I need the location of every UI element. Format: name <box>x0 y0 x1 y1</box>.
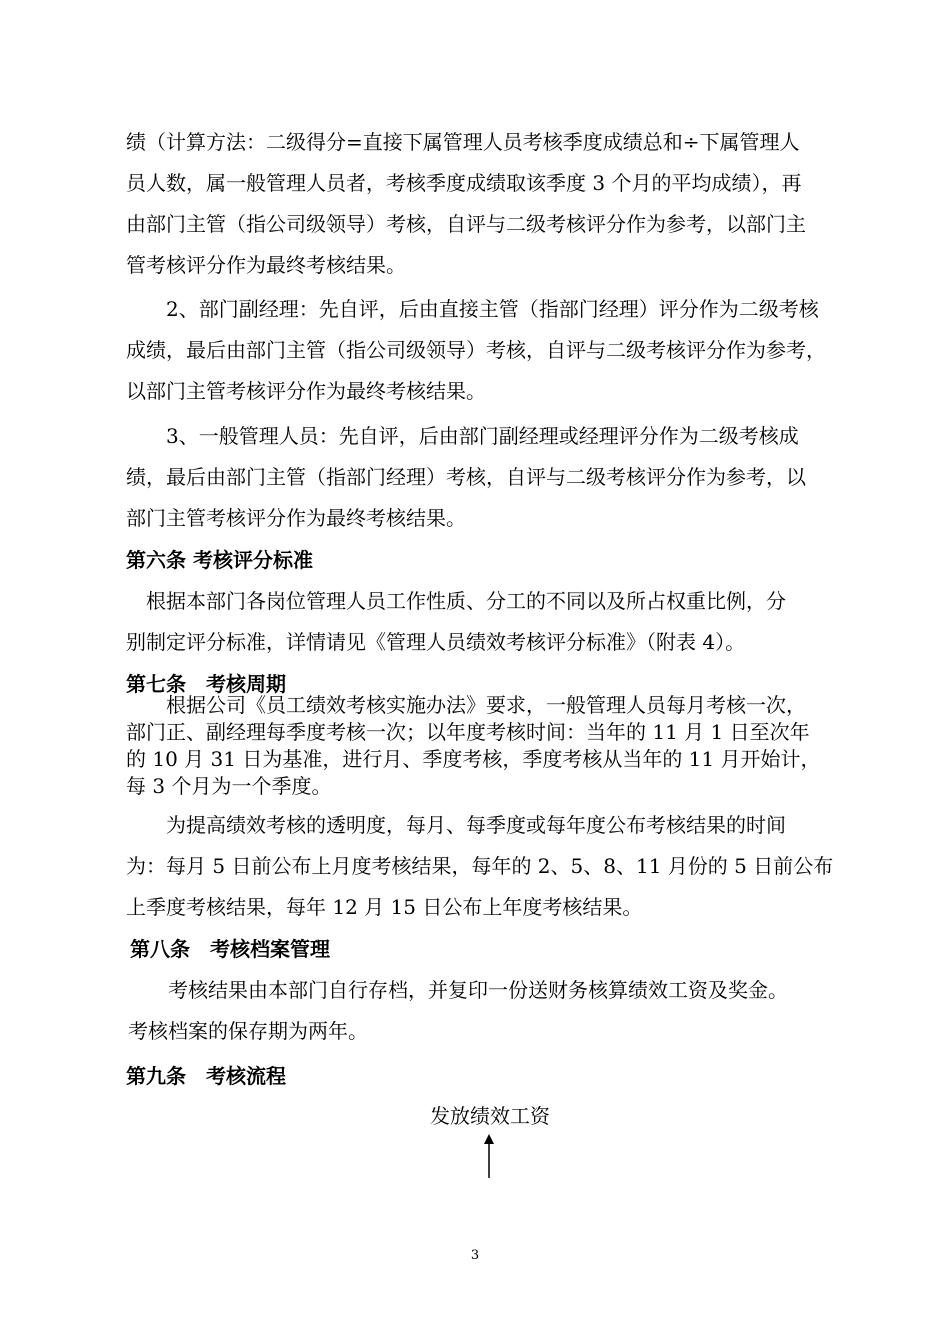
article-8-heading: 第八条 考核档案管理 <box>130 937 330 961</box>
text-line: 为提高绩效考核的透明度，每月、每季度或每年度公布考核结果的时间 <box>126 813 786 837</box>
text-line: 3、一般管理人员：先自评，后由部门副经理或经理评分作为二级考核成 <box>126 424 799 448</box>
text-line: 成绩，最后由部门主管（指公司级领导）考核，自评与二级考核评分作为参考， <box>126 338 826 362</box>
paragraph-general-staff <box>126 416 856 539</box>
flow-arrow-up-icon <box>483 1134 495 1178</box>
text-line: 部门主管考核评分作为最终考核结果。 <box>126 506 466 530</box>
text-line: 绩，最后由部门主管（指部门经理）考核，自评与二级考核评分作为参考，以 <box>126 465 806 489</box>
text-line: 每 3 个月为一个季度。 <box>126 774 332 798</box>
text-line: 考核结果由本部门自行存档，并复印一份送财务核算绩效工资及奖金。 <box>128 978 788 1002</box>
text-line: 考核档案的保存期为两年。 <box>128 1019 368 1043</box>
text-line: 根据本部门各岗位管理人员工作性质、分工的不同以及所占权重比例，分 <box>126 589 786 613</box>
text-line: 员人数，属一般管理人员者，考核季度成绩取该季度 3 个月的平均成绩），再 <box>126 171 802 195</box>
text-line: 为：每月 5 日前公布上月度考核结果，每年的 2、5、8、11 月份的 5 日前公布 <box>126 854 834 878</box>
text-line: 上季度考核结果，每年 12 月 15 日公布上年度考核结果。 <box>126 895 643 919</box>
text-line: 管考核评分作为最终考核结果。 <box>126 253 406 277</box>
paragraph-deputy-manager <box>126 289 856 412</box>
article-9-heading: 第九条 考核流程 <box>126 1064 286 1088</box>
text-line: 以部门主管考核评分作为最终考核结果。 <box>126 379 486 403</box>
flow-step-pay-performance-salary: 发放绩效工资 <box>430 1104 550 1128</box>
text-line: 的 10 月 31 日为基准，进行月、季度考核，季度考核从当年的 11 月开始计， <box>126 747 821 771</box>
text-line: 部门正、副经理每季度考核一次；以年度考核时间：当年的 11 月 1 日至次年 <box>126 720 810 744</box>
text-line: 由部门主管（指公司级领导）考核，自评与二级考核评分作为参考，以部门主 <box>126 212 806 236</box>
text-line: 根据公司《员工绩效考核实施办法》要求，一般管理人员每月考核一次， <box>126 693 806 717</box>
article-7-heading: 第七条 考核周期 <box>126 672 286 696</box>
paragraph-calc-method <box>126 122 856 286</box>
text-line: 绩（计算方法：二级得分=直接下属管理人员考核季度成绩总和÷下属管理人 <box>126 130 800 154</box>
article-6-heading: 第六条 考核评分标准 <box>126 548 313 572</box>
text-line: 别制定评分标准，详情请见《管理人员绩效考核评分标准》（附表 4）。 <box>126 630 746 654</box>
page-number: 3 <box>470 1248 480 1263</box>
paragraph-result-publication <box>126 805 856 928</box>
paragraph-archive-management <box>128 970 858 1052</box>
text-line: 2、部门副经理：先自评，后由直接主管（指部门经理）评分作为二级考核 <box>126 297 819 321</box>
paragraph-assessment-cycle <box>126 692 856 800</box>
paragraph-scoring-standard <box>126 581 856 663</box>
